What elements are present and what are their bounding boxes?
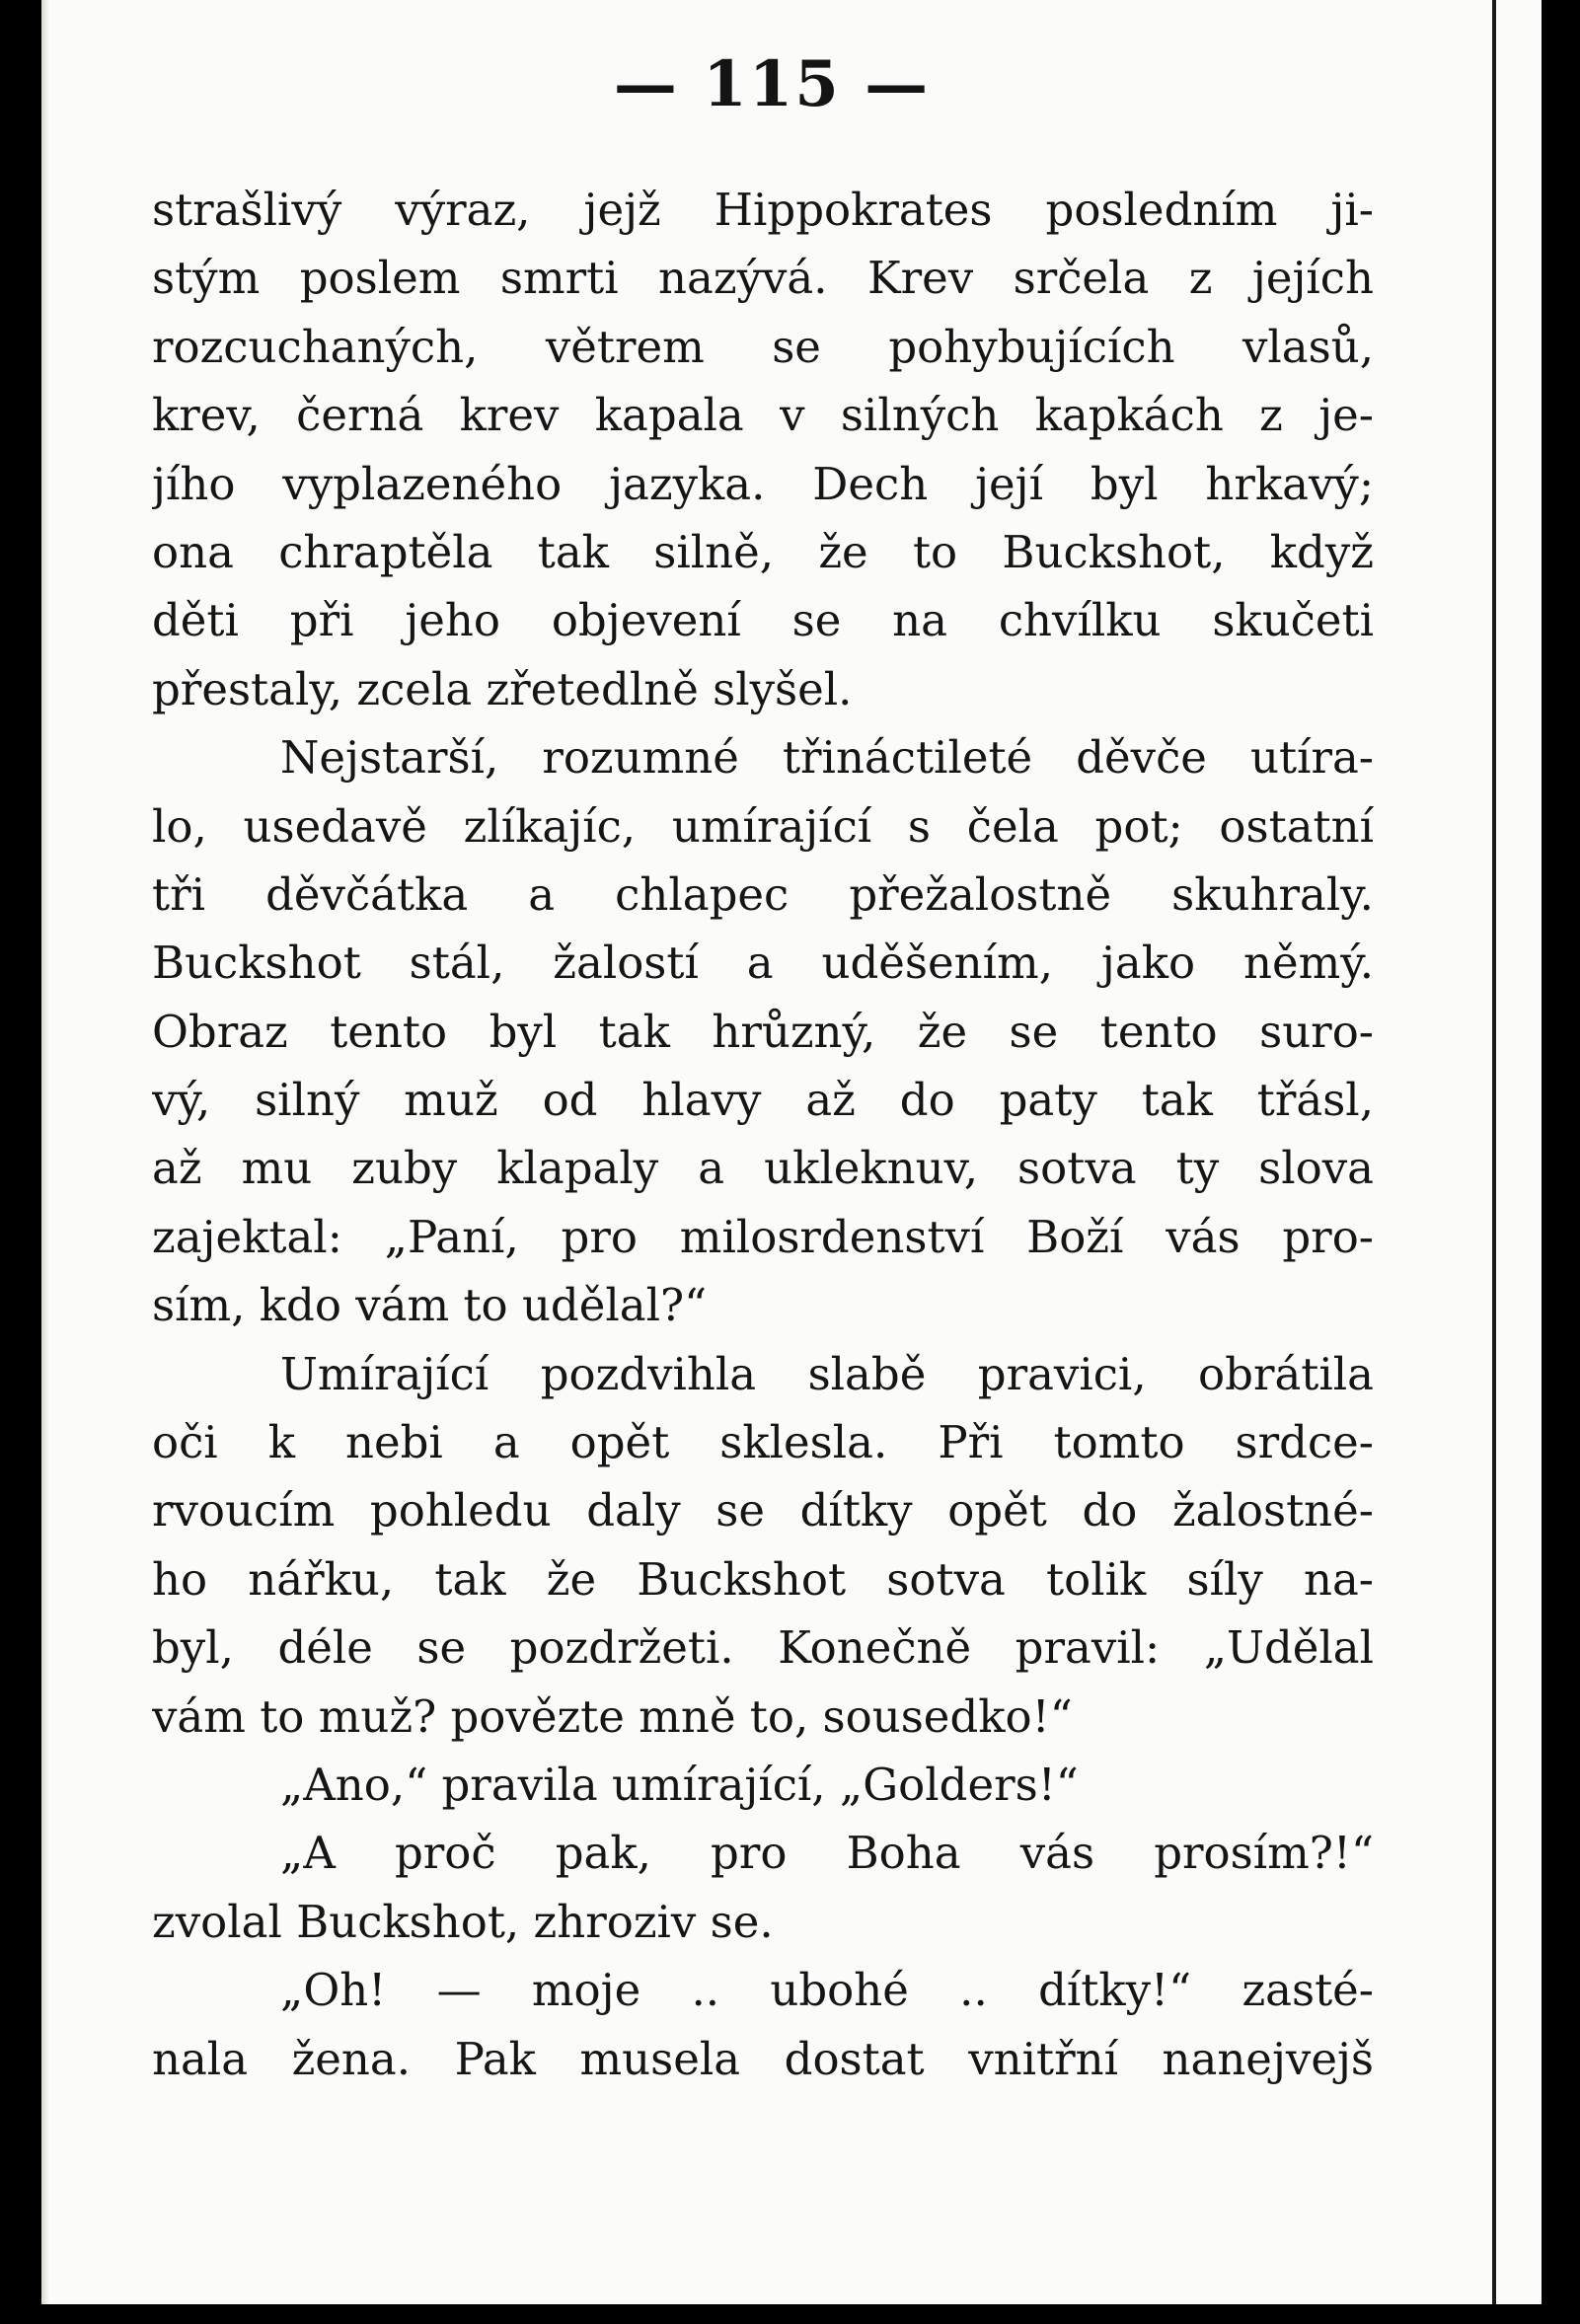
page-right-edge (1492, 0, 1542, 2304)
text-line: ho nářku, tak že Buckshot sotva tolik síly na- (152, 1552, 1374, 1606)
text-line: přestaly, zcela zřetedlně slyšel. (152, 662, 853, 715)
text-line: až mu zuby klapaly a ukleknuv, sotva ty slova (152, 1142, 1374, 1195)
text-line: vý, silný muž od hlavy až do paty tak třásl, (152, 1074, 1374, 1127)
book-page (41, 0, 1542, 2304)
text-line: tři děvčátka a chlapec přežalostně skuhraly. (152, 867, 1374, 921)
page-number: — 115 — (613, 47, 931, 121)
text-line: děti při jeho objevení se na chvílku skučeti (152, 594, 1374, 647)
text-line: Obraz tento byl tak hrůzný, že se tento suro- (152, 1005, 1374, 1058)
text-line: stým poslem smrti nazývá. Krev srčela z jejích (152, 252, 1374, 305)
text-line: zajektal: „Paní, pro milosrdenství Boží vás pro- (152, 1210, 1374, 1263)
text-line: „Oh! — moje .. ubohé .. dítky!“ zasté- (280, 1964, 1374, 2017)
text-line: rvoucím pohledu daly se dítky opět do žalostné- (152, 1484, 1374, 1537)
text-line: oči k nebi a opět sklesla. Při tomto srdce- (152, 1416, 1374, 1469)
text-line: lo, usedavě zlíkajíc, umírající s čela pot; ostatní (152, 799, 1374, 853)
body-text (152, 176, 1374, 2093)
page-spine-edge (41, 0, 49, 2304)
text-line: „A proč pak, pro Boha vás prosím?!“ (280, 1827, 1374, 1880)
text-line: ona chraptěla tak silně, že to Buckshot, když (152, 525, 1374, 578)
text-line: strašlivý výraz, jejž Hippokrates posledním ji- (152, 184, 1374, 236)
text-line: byl, déle se pozdržeti. Konečně pravil: „Udělal (152, 1621, 1374, 1675)
text-line: rozcuchaných, větrem se pohybujících vlasů, (152, 320, 1374, 373)
text-line: sím, kdo vám to udělal?“ (152, 1279, 708, 1332)
text-line: nala žena. Pak musela dostat vnitřní nanejvejš (152, 2032, 1374, 2085)
text-line: jího vyplazeného jazyka. Dech její byl hrkavý; (152, 457, 1374, 510)
text-line: Buckshot stál, žalostí a uděšením, jako němý. (152, 937, 1374, 990)
text-line: „Ano,“ pravila umírající, „Golders!“ (280, 1758, 1079, 1811)
text-line: zvolal Buckshot, zhroziv se. (152, 1895, 774, 1948)
text-line: Nejstarší, rozumné třináctileté děvče utíra- (280, 731, 1374, 785)
text-line: Umírající pozdvihla slabě pravici, obrátila (280, 1347, 1374, 1400)
text-line: vám to muž? povězte mně to, sousedko!“ (152, 1689, 1073, 1743)
text-line: krev, černá krev kapala v silných kapkách z je- (152, 389, 1374, 442)
